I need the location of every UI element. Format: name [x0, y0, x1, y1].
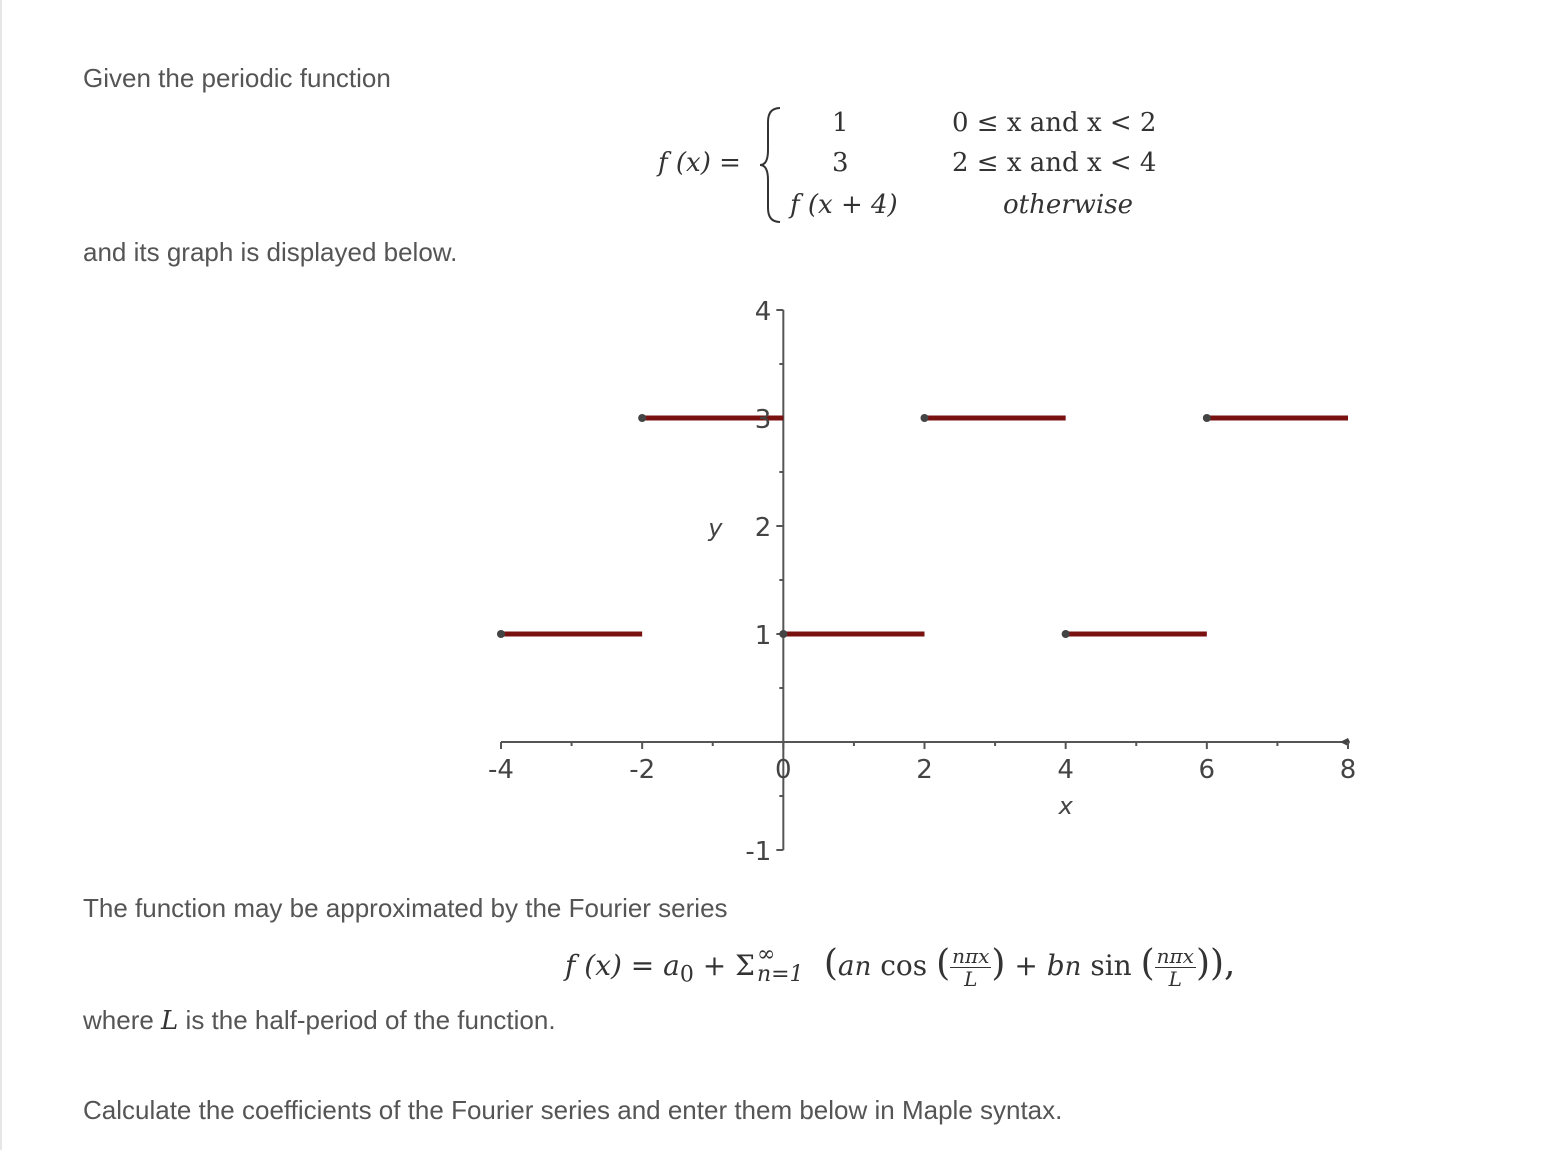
case-condition-3: otherwise — [1003, 190, 1133, 220]
outer-open-paren: ( — [823, 943, 838, 984]
y-tick-label: 3 — [754, 405, 772, 435]
data-segments — [497, 414, 1348, 638]
y-tick-label: 4 — [754, 297, 772, 327]
x-tick-label: -2 — [629, 755, 656, 785]
segment-start-point — [497, 630, 505, 638]
sum-symbol: Σ — [735, 949, 755, 982]
case-value-2: 3 — [832, 148, 849, 178]
x-tick-label: -4 — [488, 755, 514, 785]
y-tick-label: 1 — [754, 621, 772, 651]
x-tick-label: 6 — [1198, 755, 1216, 785]
sin-frac-den: L — [1168, 967, 1182, 991]
cos-frac-num: nπx — [952, 944, 990, 968]
outer-close-paren: )), — [1195, 943, 1236, 984]
case-condition-2: 2 ≤ x and x < 4 — [952, 148, 1157, 178]
graph-intro-text: and its graph is displayed below. — [83, 237, 458, 267]
segment-start-point — [1062, 630, 1070, 638]
sin-frac-num: nπx — [1156, 944, 1194, 968]
case-value-1: 1 — [832, 108, 849, 138]
cos-fraction — [950, 945, 991, 990]
y-tick-label: 2 — [754, 513, 772, 543]
an-base: a — [837, 949, 855, 982]
bn-base: b — [1046, 949, 1065, 982]
y-axis-label: y — [708, 514, 723, 542]
segment-start-point — [921, 414, 929, 422]
sum-upper: ∞ — [756, 941, 776, 967]
segment-start-point — [779, 630, 787, 638]
segment-start-point — [638, 414, 646, 422]
formula-lhs: f (x) = — [565, 949, 664, 982]
x-tick-label: 2 — [916, 755, 933, 785]
a0-sub: 0 — [679, 962, 694, 988]
x-tick-label: 0 — [775, 755, 792, 785]
sum-lower: n=1 — [756, 961, 804, 987]
an-sub: n — [854, 952, 872, 982]
x-axis-label: x — [1058, 792, 1073, 820]
x-tick-label: 8 — [1339, 755, 1357, 785]
intro-text: Given the periodic function — [83, 63, 391, 93]
fourier-series-formula: f $(x) = a_0 + \Sigma$ ∞ n=1 (an cos ( nπx L ) + bn sin ( nπx L )), — [565, 941, 1236, 991]
tick-labels — [488, 297, 1356, 867]
sin-fraction — [1155, 945, 1196, 990]
segment-start-point — [1203, 414, 1211, 422]
y-tick-label: -1 — [745, 837, 772, 867]
where-symbol-L: L — [161, 1006, 179, 1036]
piecewise-lhs: f (x) = — [658, 148, 741, 178]
cos-text: cos — [871, 949, 937, 982]
case-condition-1: 0 ≤ x and x < 2 — [952, 108, 1157, 138]
a0-base: a — [663, 949, 680, 982]
plus-1: + — [693, 949, 736, 982]
where-after: is the half-period of the function. — [178, 1005, 556, 1035]
x-tick-label: 4 — [1057, 755, 1074, 785]
sin-text: sin — [1081, 949, 1141, 982]
bn-sub: n — [1064, 952, 1082, 982]
where-text — [83, 1005, 556, 1036]
fourier-intro-text: The function may be approximated by the Fourier series — [83, 893, 728, 923]
cos-frac-den: L — [964, 967, 978, 991]
calculate-instruction: Calculate the coefficients of the Fourier series and enter them below in Maple syntax. — [83, 1095, 1063, 1125]
plus-2: + — [1005, 949, 1047, 982]
case-value-3: f (x + 4) — [790, 190, 898, 220]
where-before: where — [83, 1005, 162, 1035]
